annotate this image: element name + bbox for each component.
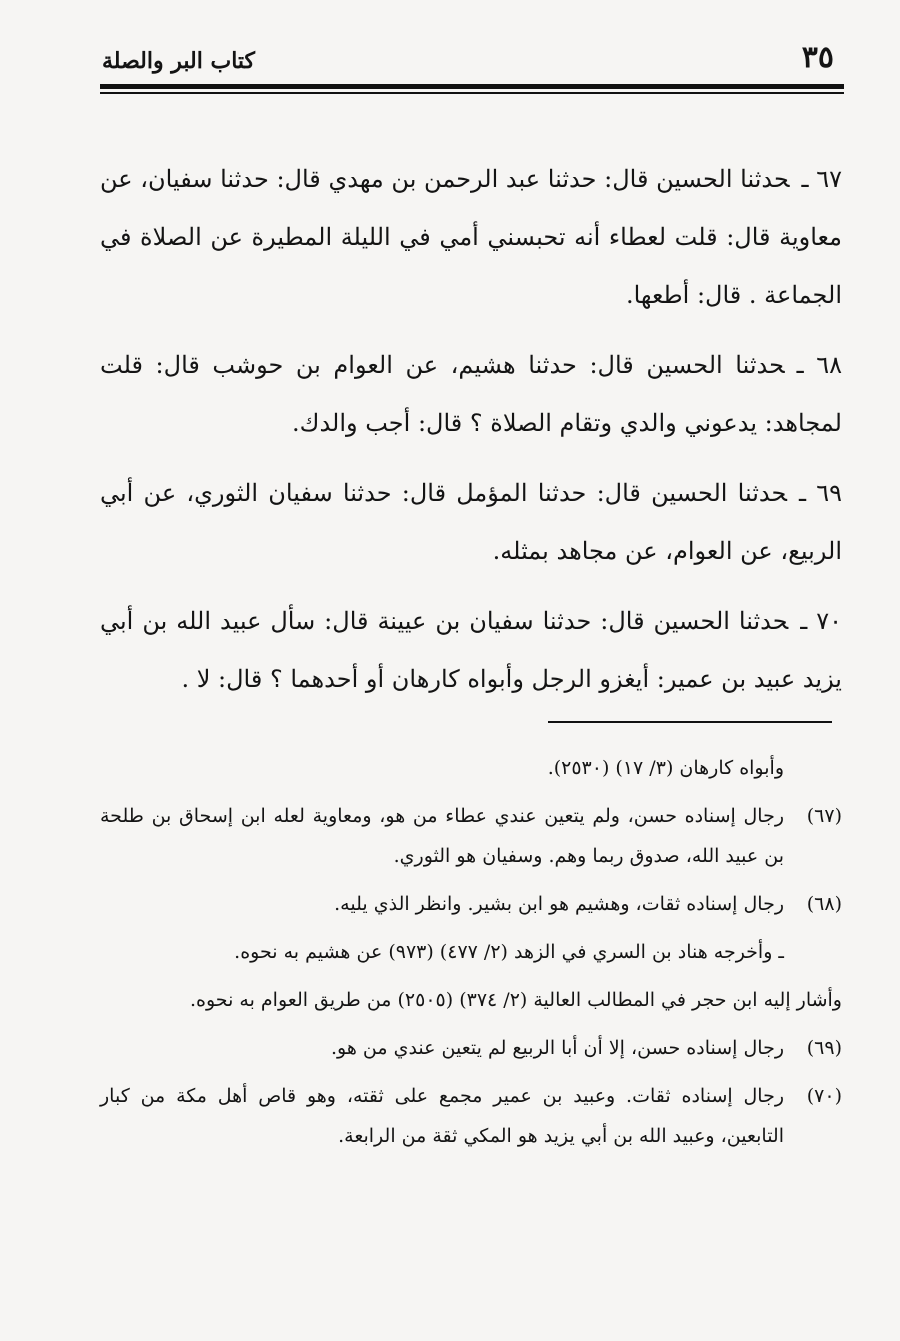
footnote-text: رجال إسناده حسن، إلا أن أبا الربيع لم يتعين عندي من هو. bbox=[330, 1037, 784, 1059]
footnote-label-spacer bbox=[784, 932, 842, 972]
footnote-label: (٦٩) bbox=[806, 1037, 842, 1059]
footnote-carryover bbox=[100, 748, 842, 788]
footnote-text: ـ وأخرجه هناد بن السري في الزهد (٢/ ٤٧٧) (٩٧٣) عن هشيم به نحوه. bbox=[234, 941, 784, 963]
footnote-label: (٦٧) bbox=[806, 805, 842, 827]
footnote-67 bbox=[100, 796, 842, 876]
footnote-text: رجال إسناده ثقات. وعبيد بن عمير مجمع على ثقته، وهو قاص أهل مكة من كبار التابعين، وعبيد الله بن أبي يزيد هو المكي ثقة من الرابعة. bbox=[100, 1085, 784, 1147]
hadith-text: حدثنا الحسين قال: حدثنا هشيم، عن العوام بن حوشب قال: قلت لمجاهد: يدعوني والدي وتقام الصلاة ؟ قال: أجب والدك. bbox=[100, 351, 842, 437]
footnote-69 bbox=[100, 1028, 842, 1068]
hadith-70 bbox=[100, 592, 842, 708]
hadith-number: ٦٧ ـ bbox=[801, 165, 842, 193]
hadith-text: حدثنا الحسين قال: حدثنا عبد الرحمن بن مهدي قال: حدثنا سفيان، عن معاوية قال: قلت لعطاء أنه تحبسني أمي في الليلة المطيرة عن الصلاة في الجماعة . قال: أطعها. bbox=[100, 165, 842, 309]
footnote-68-extra-2: وأشار إليه ابن حجر في المطالب العالية (٢/ ٣٧٤) (٢٥٠٥) من طريق العوام به نحوه. bbox=[190, 989, 842, 1011]
hadith-69 bbox=[100, 464, 842, 580]
page-header bbox=[102, 38, 842, 82]
hadith-text: حدثنا الحسين قال: حدثنا المؤمل قال: حدثنا سفيان الثوري، عن أبي الربيع، عن العوام، عن مجاهد بمثله. bbox=[100, 479, 842, 565]
footnote-label-spacer bbox=[784, 748, 842, 788]
footnotes bbox=[100, 748, 842, 1164]
footnote-label: (٧٠) bbox=[806, 1085, 842, 1107]
hadith-number: ٧٠ ـ bbox=[800, 607, 842, 635]
hadith-number: ٦٨ ـ bbox=[796, 351, 842, 379]
footnote-68-extra-1 bbox=[100, 932, 842, 972]
page-number: ٣٥ bbox=[801, 40, 834, 75]
main-text bbox=[100, 150, 842, 720]
header-rule-thin bbox=[100, 92, 844, 94]
footnote-label: (٦٨) bbox=[806, 893, 842, 915]
footnote-text: وأبواه كارهان (٣/ ١٧) (٢٥٣٠). bbox=[547, 757, 784, 779]
footnote-68 bbox=[100, 884, 842, 924]
footnote-separator bbox=[548, 721, 832, 723]
footnote-text: رجال إسناده حسن، ولم يتعين عندي عطاء من هو، ومعاوية لعله ابن إسحاق بن طلحة بن عبيد الله، صدوق ربما وهم. وسفيان هو الثوري. bbox=[100, 805, 784, 867]
hadith-68 bbox=[100, 336, 842, 452]
hadith-67 bbox=[100, 150, 842, 324]
footnote-text: رجال إسناده ثقات، وهشيم هو ابن بشير. وانظر الذي يليه. bbox=[334, 893, 784, 915]
running-title: كتاب البر والصلة bbox=[102, 48, 256, 74]
header-rule-thick bbox=[100, 84, 844, 89]
hadith-text: حدثنا الحسين قال: حدثنا سفيان بن عيينة قال: سأل عبيد الله بن أبي يزيد عبيد بن عمير: أيغزو الرجل وأبواه كارهان أو أحدهما ؟ قال: لا . bbox=[100, 607, 842, 693]
footnote-70 bbox=[100, 1076, 842, 1156]
hadith-number: ٦٩ ـ bbox=[798, 479, 842, 507]
